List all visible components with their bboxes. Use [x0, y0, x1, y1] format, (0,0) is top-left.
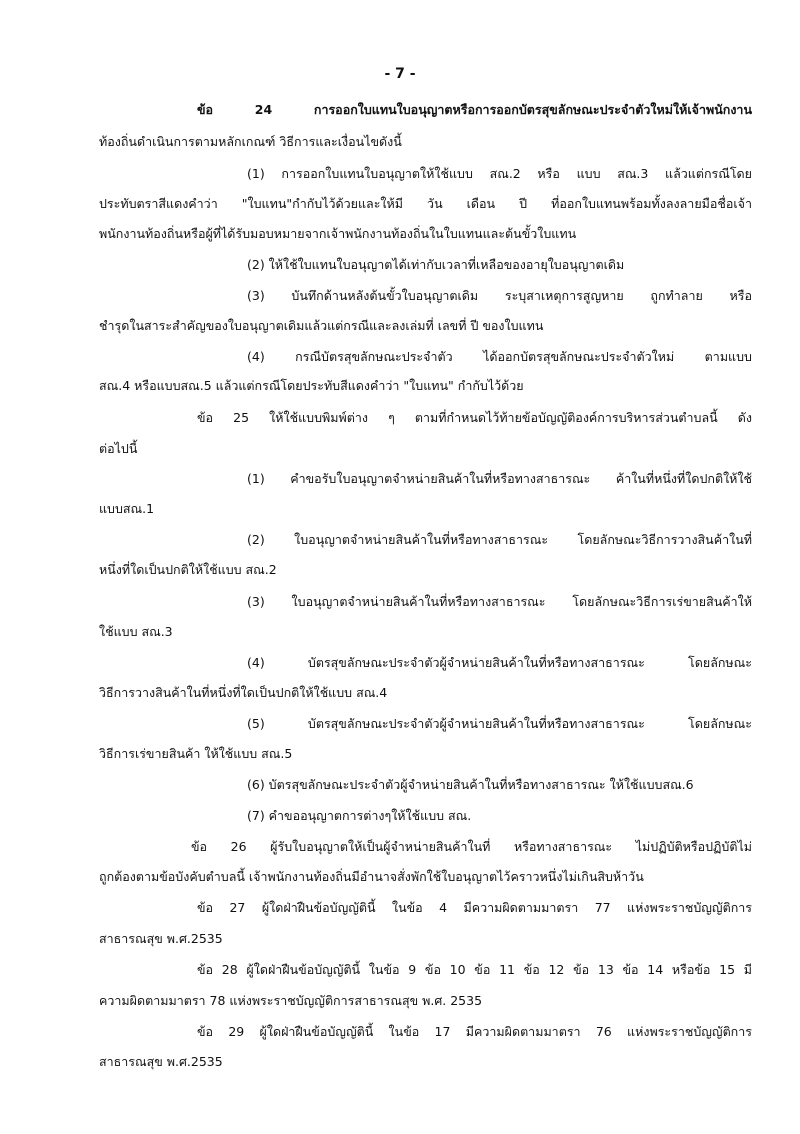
- clause-24-item-3-line-2: ชำรุดในสาระสำคัญของใบอนุญาตเดิมแล้วแต่กรณีและลงเล่มที่ เลขที่ ปี ของใบแทน: [99, 318, 544, 333]
- clause-25-item-3-line-1: (3) ใบอนุญาตจำหน่ายสินค้าในที่หรือทางสาธารณะ โดยลักษณะวิธีการเร่ขายสินค้าให้: [247, 594, 752, 609]
- clause-26-line-2: ถูกต้องตามข้อบังคับตำบลนี้ เจ้าพนักงานท้องถิ่นมีอำนาจสั่งพักใช้ใบอนุญาตไว้คราวหนึ่งไม่เกินสิบห้าวัน: [99, 869, 644, 884]
- clause-25-item-4-line-1: (4) บัตรสุขลักษณะประจำตัวผู้จำหน่ายสินค้าในที่หรือทางสาธารณะ โดยลักษณะ: [247, 655, 752, 670]
- clause-24-item-4-line-2: สณ.4 หรือแบบสณ.5 แล้วแต่กรณีโดยประทับสีแดงคำว่า "ใบแทน" กำกับไว้ด้วย: [99, 378, 524, 393]
- clause-25-line-1: ข้อ 25 ให้ใช้แบบพิมพ์ต่าง ๆ ตามที่กำหนดไว้ท้ายข้อบัญญัติองค์การบริหารส่วนตำบลนี้ ดัง: [197, 410, 752, 425]
- clause-24-item-3-line-1: (3) บันทึกด้านหลังต้นขั้วใบอนุญาตเดิม ระบุสาเหตุการสูญหาย ถูกทำลาย หรือ: [247, 288, 752, 303]
- clause-24-item-2: (2) ให้ใช้ใบแทนใบอนุญาตได้เท่ากับเวลาที่เหลือของอายุใบอนุญาตเดิม: [247, 257, 625, 272]
- clause-24-item-4-line-1: (4) กรณีบัตรสุขลักษณะประจำตัว ได้ออกบัตรสุขลักษณะประจำตัวใหม่ ตามแบบ: [247, 349, 752, 364]
- clause-24-line-2: ท้องถิ่นดำเนินการตามหลักเกณฑ์ วิธีการและเงื่อนไขดังนี้: [99, 134, 402, 149]
- clause-24-line-1: ข้อ 24 การออกใบแทนใบอนุญาตหรือการออกบัตรสุขลักษณะประจำตัวใหม่ให้เจ้าพนักงาน: [197, 102, 752, 117]
- page-number: - 7 -: [384, 66, 416, 82]
- clause-25-item-3-line-2: ใช้แบบ สณ.3: [99, 624, 173, 639]
- clause-24-item-1-line-1: (1) การออกใบแทนใบอนุญาตให้ใช้แบบ สณ.2 หรือ แบบ สณ.3 แล้วแต่กรณีโดย: [247, 166, 752, 181]
- clause-27-line-2: สาธารณสุข พ.ศ.2535: [99, 931, 223, 946]
- clause-28-line-1: ข้อ 28 ผู้ใดฝ่าฝืนข้อบัญญัตินี้ ในข้อ 9 ข้อ 10 ข้อ 11 ข้อ 12 ข้อ 13 ข้อ 14 หรือข้อ 15 มี: [197, 962, 752, 977]
- clause-25-item-4-line-2: วิธีการวางสินค้าในที่หนึ่งที่ใดเป็นปกติให้ใช้แบบ สณ.4: [99, 685, 388, 700]
- clause-24-item-1-line-3: พนักงานท้องถิ่นหรือผู้ที่ได้รับมอบหมายจากเจ้าพนักงานท้องถิ่นในใบแทนและต้นขั้วใบแทน: [99, 226, 577, 241]
- clause-25-item-6: (6) บัตรสุขลักษณะประจำตัวผู้จำหน่ายสินค้าในที่หรือทางสาธารณะ ให้ใช้แบบสณ.6: [247, 777, 694, 792]
- clause-25-item-1-line-1: (1) คำขอรับใบอนุญาตจำหน่ายสินค้าในที่หรือทางสาธารณะ ค้าในที่หนึ่งที่ใดปกติให้ใช้: [247, 471, 752, 486]
- clause-25-item-5-line-2: วิธีการเร่ขายสินค้า ให้ใช้แบบ สณ.5: [99, 746, 293, 761]
- clause-25-item-5-line-1: (5) บัตรสุขลักษณะประจำตัวผู้จำหน่ายสินค้าในที่หรือทางสาธารณะ โดยลักษณะ: [247, 716, 752, 731]
- clause-25-item-7: (7) คำขออนุญาตการต่างๆให้ใช้แบบ สณ.: [247, 808, 472, 823]
- clause-24-item-1-line-2: ประทับตราสีแดงคำว่า "ใบแทน"กำกับไว้ด้วยและให้มี วัน เดือน ปี ที่ออกใบแทนพร้อมทั้งลงลายมือชื่อเจ้า: [99, 196, 752, 211]
- clause-29-line-1: ข้อ 29 ผู้ใดฝ่าฝืนข้อบัญญัตินี้ ในข้อ 17 มีความผิดตามมาตรา 76 แห่งพระราชบัญญัติการ: [197, 1024, 752, 1039]
- clause-25-item-1-line-2: แบบสณ.1: [99, 501, 155, 516]
- clause-25-item-2-line-2: หนึ่งที่ใดเป็นปกติให้ใช้แบบ สณ.2: [99, 562, 277, 577]
- clause-29-line-2: สาธารณสุข พ.ศ.2535: [99, 1054, 223, 1069]
- clause-28-line-2: ความผิดตามมาตรา 78 แห่งพระราชบัญญัติการสาธารณสุข พ.ศ. 2535: [99, 993, 483, 1008]
- clause-25-item-2-line-1: (2) ใบอนุญาตจำหน่ายสินค้าในที่หรือทางสาธารณะ โดยลักษณะวิธีการวางสินค้าในที่: [247, 532, 752, 547]
- clause-25-line-2: ต่อไปนี้: [99, 441, 138, 456]
- clause-27-line-1: ข้อ 27 ผู้ใดฝ่าฝืนข้อบัญญัตินี้ ในข้อ 4 มีความผิดตามมาตรา 77 แห่งพระราชบัญญัติการ: [197, 900, 752, 915]
- clause-26-line-1: ข้อ 26 ผู้รับใบอนุญาตให้เป็นผู้จำหน่ายสินค้าในที่ หรือทางสาธารณะ ไม่ปฏิบัติหรือปฏิบัติไม่: [191, 839, 752, 854]
